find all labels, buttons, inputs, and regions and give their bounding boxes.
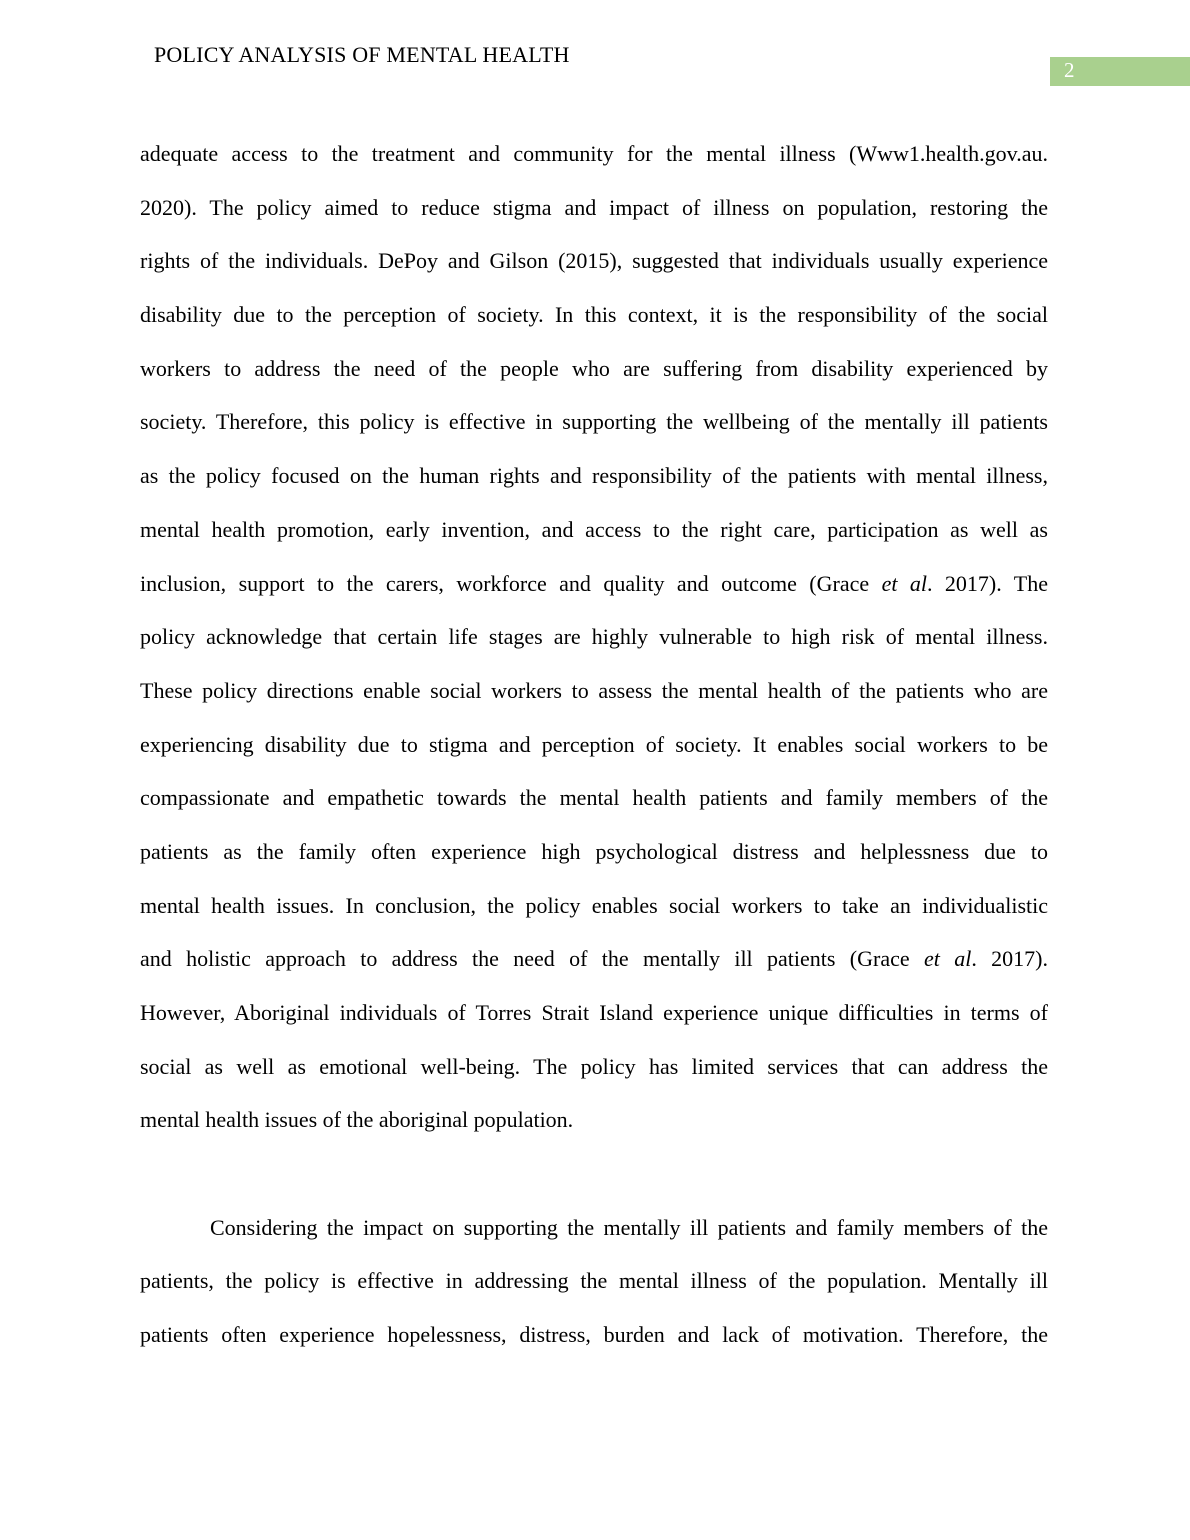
text-line: These policy directions enable social workers to assess the mental health of the patients who are (140, 677, 1048, 703)
paragraph-1 (140, 127, 1048, 1147)
text-line: society. Therefore, this policy is effective in supporting the wellbeing of the mentally ill patients (140, 409, 1048, 435)
text-line: 2020). The policy aimed to reduce stigma and impact of illness on population, restoring the (140, 194, 1048, 220)
text-line: mental health issues of the aboriginal population. (140, 1107, 574, 1133)
citation-italic: et al (923, 946, 972, 972)
text-line: patients often experience hopelessness, distress, burden and lack of motivation. Therefore, the (140, 1322, 1048, 1348)
text-fragment: . 2017). The (927, 570, 1048, 596)
text-line: experiencing disability due to stigma and perception of society. It enables social workers to be (140, 731, 1048, 757)
text-line: mental health promotion, early invention, and access to the right care, participation as well as (140, 516, 1048, 542)
text-line: policy acknowledge that certain life stages are highly vulnerable to high risk of mental illness. (140, 624, 1048, 650)
text-line: patients as the family often experience high psychological distress and helplessness due to (140, 838, 1048, 864)
paragraph-2 (140, 1201, 1048, 1362)
page-number-badge (1050, 57, 1190, 86)
text-line: compassionate and empathetic towards the mental health patients and family members of the (140, 785, 1048, 811)
text-line: disability due to the perception of society. In this context, it is the responsibility of the social (140, 302, 1048, 328)
text-line: rights of the individuals. DePoy and Gilson (2015), suggested that individuals usually experience (140, 248, 1048, 274)
text-line: Considering the impact on supporting the mentally ill patients and family members of the (210, 1214, 1048, 1240)
citation-italic: et al (881, 570, 927, 596)
paragraph-gap (140, 1147, 1048, 1201)
text-line: as the policy focused on the human rights and responsibility of the patients with mental illness, (140, 463, 1048, 489)
text-fragment: and holistic approach to address the need of the mentally ill patients (Grace (140, 946, 910, 972)
text-line: adequate access to the treatment and community for the mental illness (Www1.health.gov.au. (140, 141, 1048, 166)
text-line (140, 557, 1048, 611)
text-line: mental health issues. In conclusion, the policy enables social workers to take an individualistic (140, 892, 1048, 918)
document-body (140, 127, 1048, 1362)
running-head-title: POLICY ANALYSIS OF MENTAL HEALTH (154, 42, 570, 67)
text-line (140, 932, 1048, 986)
text-fragment: . 2017). (971, 946, 1048, 972)
text-line: However, Aboriginal individuals of Torres Strait Island experience unique difficulties in terms of (140, 1000, 1048, 1025)
text-fragment: inclusion, support to the carers, workforce and quality and outcome (Grace (140, 570, 870, 596)
text-line: social as well as emotional well-being. The policy has limited services that can address the (140, 1053, 1048, 1079)
text-line: workers to address the need of the people who are suffering from disability experienced by (140, 355, 1048, 381)
text-line: patients, the policy is effective in addressing the mental illness of the population. Mentally ill (140, 1268, 1048, 1294)
page-number: 2 (1064, 58, 1075, 82)
